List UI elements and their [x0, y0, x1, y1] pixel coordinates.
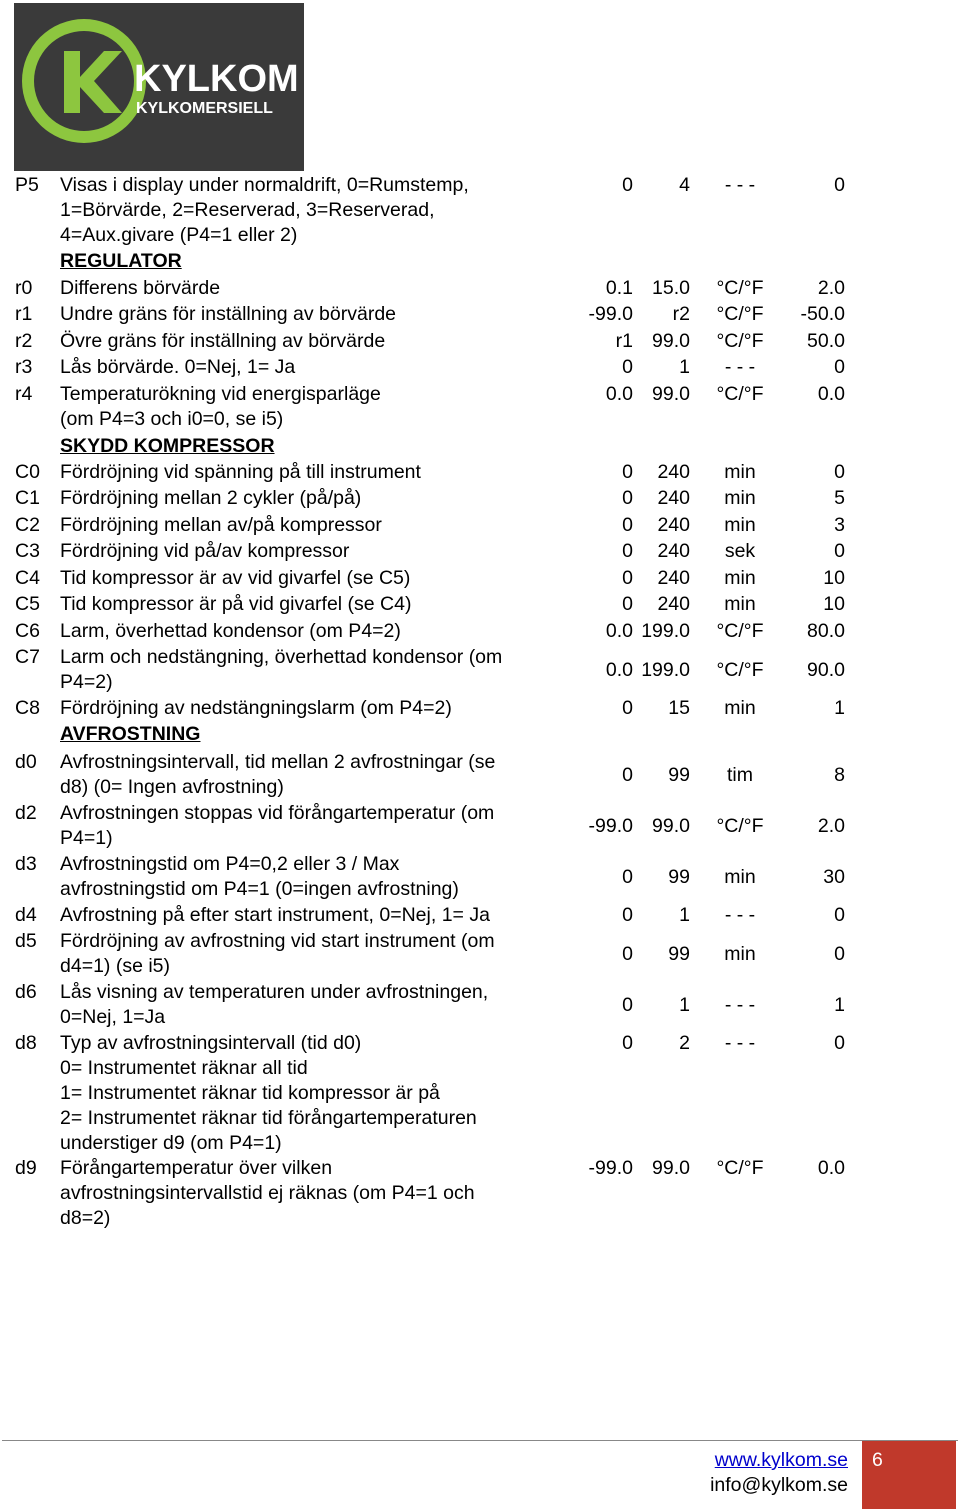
- param-min: 0: [622, 567, 633, 589]
- param-default: 2.0: [817, 277, 845, 299]
- param-default: 0: [834, 942, 845, 965]
- param-max: 240: [657, 461, 690, 483]
- param-max: 15: [668, 697, 690, 719]
- param-max: r2: [672, 303, 690, 325]
- param-default: 8: [834, 763, 845, 786]
- param-default: 10: [823, 593, 845, 615]
- param-default: 50.0: [807, 330, 845, 352]
- table-row: [0, 645, 960, 695]
- param-code: d3: [15, 853, 37, 875]
- param-max: 99: [668, 865, 690, 888]
- param-description: Övre gräns för inställning av börvärde: [60, 330, 386, 352]
- param-default: 0.0: [817, 1157, 845, 1179]
- logo-sub-text: KYLKOMERSIELL: [136, 100, 273, 117]
- param-code: r0: [15, 277, 33, 299]
- param-code: r1: [15, 303, 33, 325]
- param-max: 240: [657, 567, 690, 589]
- param-code: C3: [15, 540, 40, 562]
- param-unit: min: [724, 593, 756, 615]
- param-code: P5: [15, 174, 39, 196]
- param-unit: min: [724, 865, 756, 888]
- param-max: 1: [679, 356, 690, 378]
- param-unit: °C/°F: [716, 814, 764, 837]
- kylkom-logo-graphic: [14, 3, 304, 171]
- param-code: d2: [15, 802, 37, 824]
- param-unit: min: [724, 487, 756, 509]
- param-description: Avfrostningstid om P4=0,2 eller 3 / Max avfrostningstid om P4=1 (0=ingen avfrostning): [60, 853, 459, 900]
- param-description: Tid kompressor är på vid givarfel (se C4): [60, 593, 412, 615]
- param-min: 0: [622, 461, 633, 483]
- table-row: [0, 980, 960, 1030]
- param-description: Fördröjning av nedstängningslarm (om P4=2): [60, 697, 452, 719]
- param-code: C4: [15, 567, 40, 589]
- param-description: Avfrostningen stoppas vid förångartemperatur (om P4=1): [60, 802, 495, 849]
- footer-divider: [2, 1440, 958, 1441]
- table-row: [0, 566, 960, 591]
- table-row: [0, 486, 960, 511]
- param-max: 99: [668, 942, 690, 965]
- param-default: -50.0: [800, 303, 845, 325]
- param-min: -99.0: [588, 814, 633, 837]
- param-min: 0: [622, 904, 633, 926]
- param-default: 0: [834, 461, 845, 483]
- param-default: 5: [834, 487, 845, 509]
- param-unit: - - -: [724, 993, 756, 1016]
- param-unit: sek: [724, 540, 756, 562]
- param-min: 0: [622, 174, 633, 196]
- section-heading-row: [0, 434, 960, 459]
- param-min: -99.0: [588, 1157, 633, 1179]
- param-min: 0.1: [605, 277, 633, 299]
- param-max: 199.0: [641, 620, 690, 642]
- company-logo: [14, 3, 304, 171]
- param-code: C6: [15, 620, 40, 642]
- param-unit: °C/°F: [716, 303, 764, 325]
- param-max: 240: [657, 487, 690, 509]
- param-description: Fördröjning mellan av/på kompressor: [60, 514, 382, 536]
- table-row: [0, 513, 960, 538]
- param-default: 0.0: [817, 383, 845, 405]
- param-default: 90.0: [807, 658, 845, 681]
- param-description: Fördröjning mellan 2 cykler (på/på): [60, 487, 362, 509]
- table-row: [0, 276, 960, 301]
- param-unit: °C/°F: [716, 1157, 764, 1179]
- page-number-box: [862, 1441, 956, 1509]
- param-code: r4: [15, 383, 33, 405]
- param-description: Tid kompressor är av vid givarfel (se C5): [60, 567, 411, 589]
- param-code: d9: [15, 1157, 37, 1179]
- param-default: 80.0: [807, 620, 845, 642]
- param-min: -99.0: [588, 303, 633, 325]
- param-code: d6: [15, 981, 37, 1003]
- table-row: [0, 852, 960, 902]
- param-unit: min: [724, 514, 756, 536]
- table-row: [0, 903, 960, 928]
- param-code: C7: [15, 646, 40, 668]
- param-max: 1: [679, 993, 690, 1016]
- param-unit: °C/°F: [716, 330, 764, 352]
- param-code: C8: [15, 697, 40, 719]
- param-min: 0: [622, 763, 633, 786]
- table-row: [0, 929, 960, 979]
- table-row: [0, 592, 960, 617]
- section-heading: REGULATOR: [60, 250, 182, 272]
- param-unit: min: [724, 567, 756, 589]
- param-unit: tim: [727, 763, 753, 786]
- param-description: Larm, överhettad kondensor (om P4=2): [60, 620, 401, 642]
- table-row: [0, 539, 960, 564]
- param-min: r1: [615, 330, 633, 352]
- param-default: 3: [834, 514, 845, 536]
- param-max: 15.0: [652, 277, 690, 299]
- param-code: d5: [15, 930, 37, 952]
- param-min: 0: [622, 487, 633, 509]
- param-default: 0: [834, 1032, 845, 1054]
- footer-website-link[interactable]: www.kylkom.se: [714, 1449, 848, 1471]
- footer-email: info@kylkom.se: [710, 1474, 848, 1496]
- param-min: 0: [622, 540, 633, 562]
- section-heading-row: [0, 722, 960, 747]
- param-unit: min: [724, 942, 756, 965]
- param-unit: °C/°F: [716, 620, 764, 642]
- param-description: Visas i display under normaldrift, 0=Rumstemp, 1=Börvärde, 2=Reserverad, 3=Reserverad, 4=Aux.givare (P4=1 eller 2): [60, 174, 469, 246]
- param-default: 0: [834, 356, 845, 378]
- param-default: 2.0: [817, 814, 845, 837]
- param-min: 0: [622, 1032, 633, 1054]
- table-row: [0, 696, 960, 721]
- table-row: [0, 302, 960, 327]
- param-description: Lås börvärde. 0=Nej, 1= Ja: [60, 356, 296, 378]
- table-row: [0, 1031, 960, 1156]
- table-row: [0, 1156, 960, 1231]
- param-description: Larm och nedstängning, överhettad kondensor (om P4=2): [60, 646, 503, 693]
- param-code: C1: [15, 487, 40, 509]
- param-max: 2: [679, 1032, 690, 1054]
- param-min: 0.0: [605, 620, 633, 642]
- table-row: [0, 329, 960, 354]
- table-row: [0, 750, 960, 800]
- param-code: C5: [15, 593, 40, 615]
- param-max: 99.0: [652, 383, 690, 405]
- param-max: 99: [668, 763, 690, 786]
- param-unit: min: [724, 697, 756, 719]
- param-description: Temperaturökning vid energisparläge (om P4=3 och i0=0, se i5): [60, 383, 381, 430]
- param-max: 4: [679, 174, 690, 196]
- param-code: r2: [15, 330, 33, 352]
- param-unit: - - -: [724, 356, 756, 378]
- param-code: r3: [15, 356, 33, 378]
- param-unit: min: [724, 461, 756, 483]
- table-row: [0, 619, 960, 644]
- param-description: Fördröjning vid på/av kompressor: [60, 540, 350, 562]
- table-row: [0, 173, 960, 248]
- param-default: 0: [834, 174, 845, 196]
- param-min: 0: [622, 942, 633, 965]
- param-max: 240: [657, 540, 690, 562]
- param-description: Avfrostning på efter start instrument, 0=Nej, 1= Ja: [60, 904, 490, 926]
- param-min: 0: [622, 865, 633, 888]
- param-default: 1: [834, 993, 845, 1016]
- table-row: [0, 460, 960, 485]
- param-min: 0: [622, 356, 633, 378]
- param-min: 0: [622, 593, 633, 615]
- param-code: d8: [15, 1032, 37, 1054]
- param-max: 240: [657, 514, 690, 536]
- param-default: 10: [823, 567, 845, 589]
- param-unit: - - -: [724, 904, 756, 926]
- table-row: [0, 355, 960, 380]
- param-unit: °C/°F: [716, 383, 764, 405]
- param-min: 0.0: [605, 383, 633, 405]
- param-unit: - - -: [724, 174, 756, 196]
- param-unit: °C/°F: [716, 277, 764, 299]
- section-heading-row: [0, 249, 960, 274]
- logo-brand-text: KYLKOM: [134, 58, 299, 100]
- param-min: 0: [622, 993, 633, 1016]
- param-min: 0: [622, 697, 633, 719]
- param-min: 0: [622, 514, 633, 536]
- param-description: Undre gräns för inställning av börvärde: [60, 303, 397, 325]
- param-code: d4: [15, 904, 37, 926]
- param-max: 1: [679, 904, 690, 926]
- param-default: 0: [834, 540, 845, 562]
- param-description: Fördröjning av avfrostning vid start instrument (om d4=1) (se i5): [60, 930, 495, 977]
- table-row: [0, 382, 960, 432]
- param-max: 240: [657, 593, 690, 615]
- param-description: Avfrostningsintervall, tid mellan 2 avfrostningar (se d8) (0= Ingen avfrostning): [60, 751, 496, 798]
- param-max: 199.0: [641, 658, 690, 681]
- param-code: C0: [15, 461, 40, 483]
- param-description: Förångartemperatur över vilken avfrostningsintervallstid ej räknas (om P4=1 och d8=2): [60, 1157, 475, 1229]
- param-default: 1: [834, 697, 845, 719]
- param-default: 30: [823, 865, 845, 888]
- param-code: C2: [15, 514, 40, 536]
- param-unit: °C/°F: [716, 658, 764, 681]
- param-max: 99.0: [652, 330, 690, 352]
- param-code: d0: [15, 751, 37, 773]
- param-unit: - - -: [724, 1032, 756, 1054]
- page-number: 6: [872, 1449, 883, 1471]
- section-heading: AVFROSTNING: [60, 723, 201, 745]
- param-description: Fördröjning vid spänning på till instrument: [60, 461, 421, 483]
- param-max: 99.0: [652, 814, 690, 837]
- param-description: Lås visning av temperaturen under avfrostningen, 0=Nej, 1=Ja: [60, 981, 489, 1028]
- section-heading: SKYDD KOMPRESSOR: [60, 435, 275, 457]
- param-description: Differens börvärde: [60, 277, 221, 299]
- param-max: 99.0: [652, 1157, 690, 1179]
- param-description: Typ av avfrostningsintervall (tid d0) 0= Instrumentet räknar all tid 1= Instrumentet räknar tid kompressor är på 2= Instrumentet räknar tid förångartemperaturen understiger d9 (om P4=1): [60, 1032, 477, 1154]
- param-default: 0: [834, 904, 845, 926]
- param-min: 0.0: [605, 658, 633, 681]
- table-row: [0, 801, 960, 851]
